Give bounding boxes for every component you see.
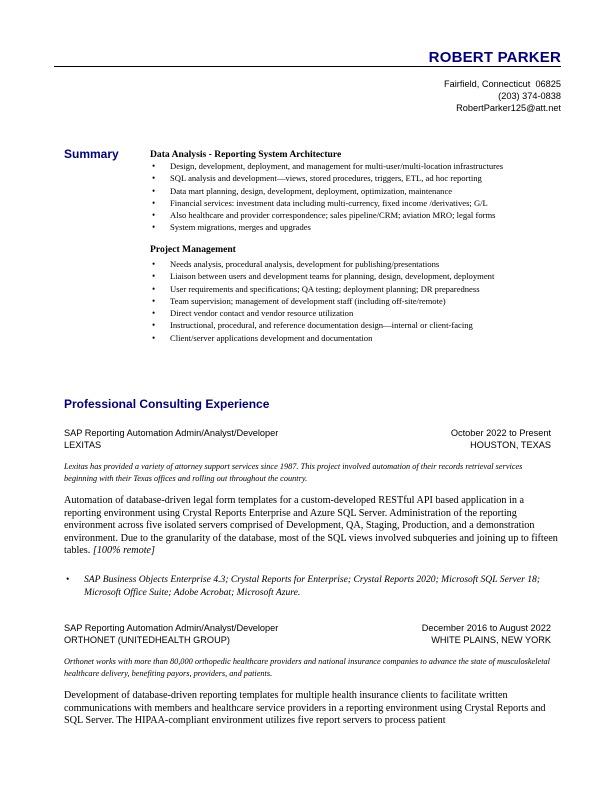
- summary-subheading: Project Management: [150, 244, 236, 255]
- job-heading: [64, 428, 278, 451]
- list-item: • User requirements and specifications; QA testing; deployment planning; DR preparedness: [150, 283, 570, 295]
- job-meta: [422, 623, 551, 646]
- list-item: • Data mart planning, design, development, deployment, optimization, maintenance: [150, 185, 570, 197]
- contact-email[interactable]: RobertParker125@att.net: [456, 103, 561, 113]
- job-heading: [64, 623, 278, 646]
- company-description: Orthonet works with more than 80,000 orthopedic healthcare providers and national insurance companies to advance the state of musculoskeletal healthcare delivery, benefiting payors, providers, and patients.: [64, 657, 550, 678]
- contact-block: [444, 78, 561, 114]
- job-title: SAP Reporting Automation Admin/Analyst/Developer: [64, 428, 279, 438]
- job-description: Development of database-driven reporting templates for multiple health insurance clients to facilitate written communications with members and healthcare service providers in a reporting environment using Crystal Reports and SQL Server. The HIPAA-compliant environment utilizes five report servers to process patient: [64, 690, 546, 727]
- contact-location: Fairfield, Connecticut 06825: [444, 79, 561, 89]
- job-company: ORTHONET (UNITEDHEALTH GROUP): [64, 634, 230, 645]
- list-item: • Financial services: investment data including multi-currency, fixed income /derivatives; G/L: [150, 197, 570, 209]
- list-item: • Design, development, deployment, and management for multi-user/multi-location infrastructures: [150, 160, 570, 172]
- job-title: SAP Reporting Automation Admin/Analyst/Developer: [64, 623, 279, 633]
- list-item: • Liaison between users and development teams for planning, design, development, deployment: [150, 270, 570, 282]
- job-dates: October 2022 to Present: [450, 428, 551, 438]
- list-item: • Team supervision; management of development staff (including off-site/remote): [150, 295, 570, 307]
- summary-subheading: Data Analysis - Reporting System Architecture: [150, 149, 342, 160]
- contact-phone: (203) 374-0838: [498, 91, 561, 101]
- list-item: • Needs analysis, procedural analysis, development for publishing/presentations: [150, 258, 570, 270]
- job-location: WHITE PLAINS, NEW YORK: [431, 634, 551, 645]
- job-location: HOUSTON, TEXAS: [470, 439, 551, 450]
- job-company: LEXITAS: [64, 439, 102, 450]
- job-description: [64, 495, 558, 558]
- list-item: • Instructional, procedural, and reference documentation design—internal or client-facing: [150, 319, 570, 331]
- job-meta: [451, 428, 551, 451]
- list-item: • Direct vendor contact and vendor resource utilization: [150, 307, 570, 319]
- header-divider: [54, 66, 561, 67]
- job-technologies: [64, 573, 558, 599]
- job-description-text: Automation of database-driven legal form templates for a custom-developed RESTful API based application in a reporting environment using Crystal Reports Enterprise and Azure SQL Server. Administration of the reporting environment across five isolated servers comprised of Development, QA, Staging, Production, and a demonstration environment. Due to the granularity of the database, most of the SQL views involved subqueries and joining up to fifteen tables.: [64, 495, 558, 557]
- company-description: Lexitas has provided a variety of attorney support services since 1987. This project involved automation of their records retrieval services beginning with their Texas offices and rolling out throughout the country.: [64, 462, 523, 483]
- section-title-experience: Professional Consulting Experience: [64, 397, 270, 411]
- list-item: • System migrations, merges and upgrades: [150, 221, 570, 233]
- list-item: • Also healthcare and provider correspondence; sales pipeline/CRM; aviation MRO; legal forms: [150, 209, 570, 221]
- section-title-summary: Summary: [64, 147, 119, 161]
- tech-list: SAP Business Objects Enterprise 4.3; Crystal Reports for Enterprise; Crystal Reports 2020; Microsoft SQL Server 18; Microsoft Office Suite; Adobe Acrobat; Microsoft Azure.: [84, 574, 541, 598]
- list-item: • SQL analysis and development—views, stored procedures, triggers, ETL, ad hoc reporting: [150, 172, 570, 184]
- summary-list-project-management: [150, 258, 570, 344]
- list-item: • Client/server applications development and documentation: [150, 332, 570, 344]
- remote-note: [100% remote]: [92, 545, 156, 557]
- summary-list-data-analysis: [150, 160, 570, 234]
- job-dates: December 2016 to August 2022: [421, 623, 551, 633]
- bullet-icon: •: [66, 574, 70, 585]
- candidate-name: ROBERT PARKER: [428, 49, 561, 66]
